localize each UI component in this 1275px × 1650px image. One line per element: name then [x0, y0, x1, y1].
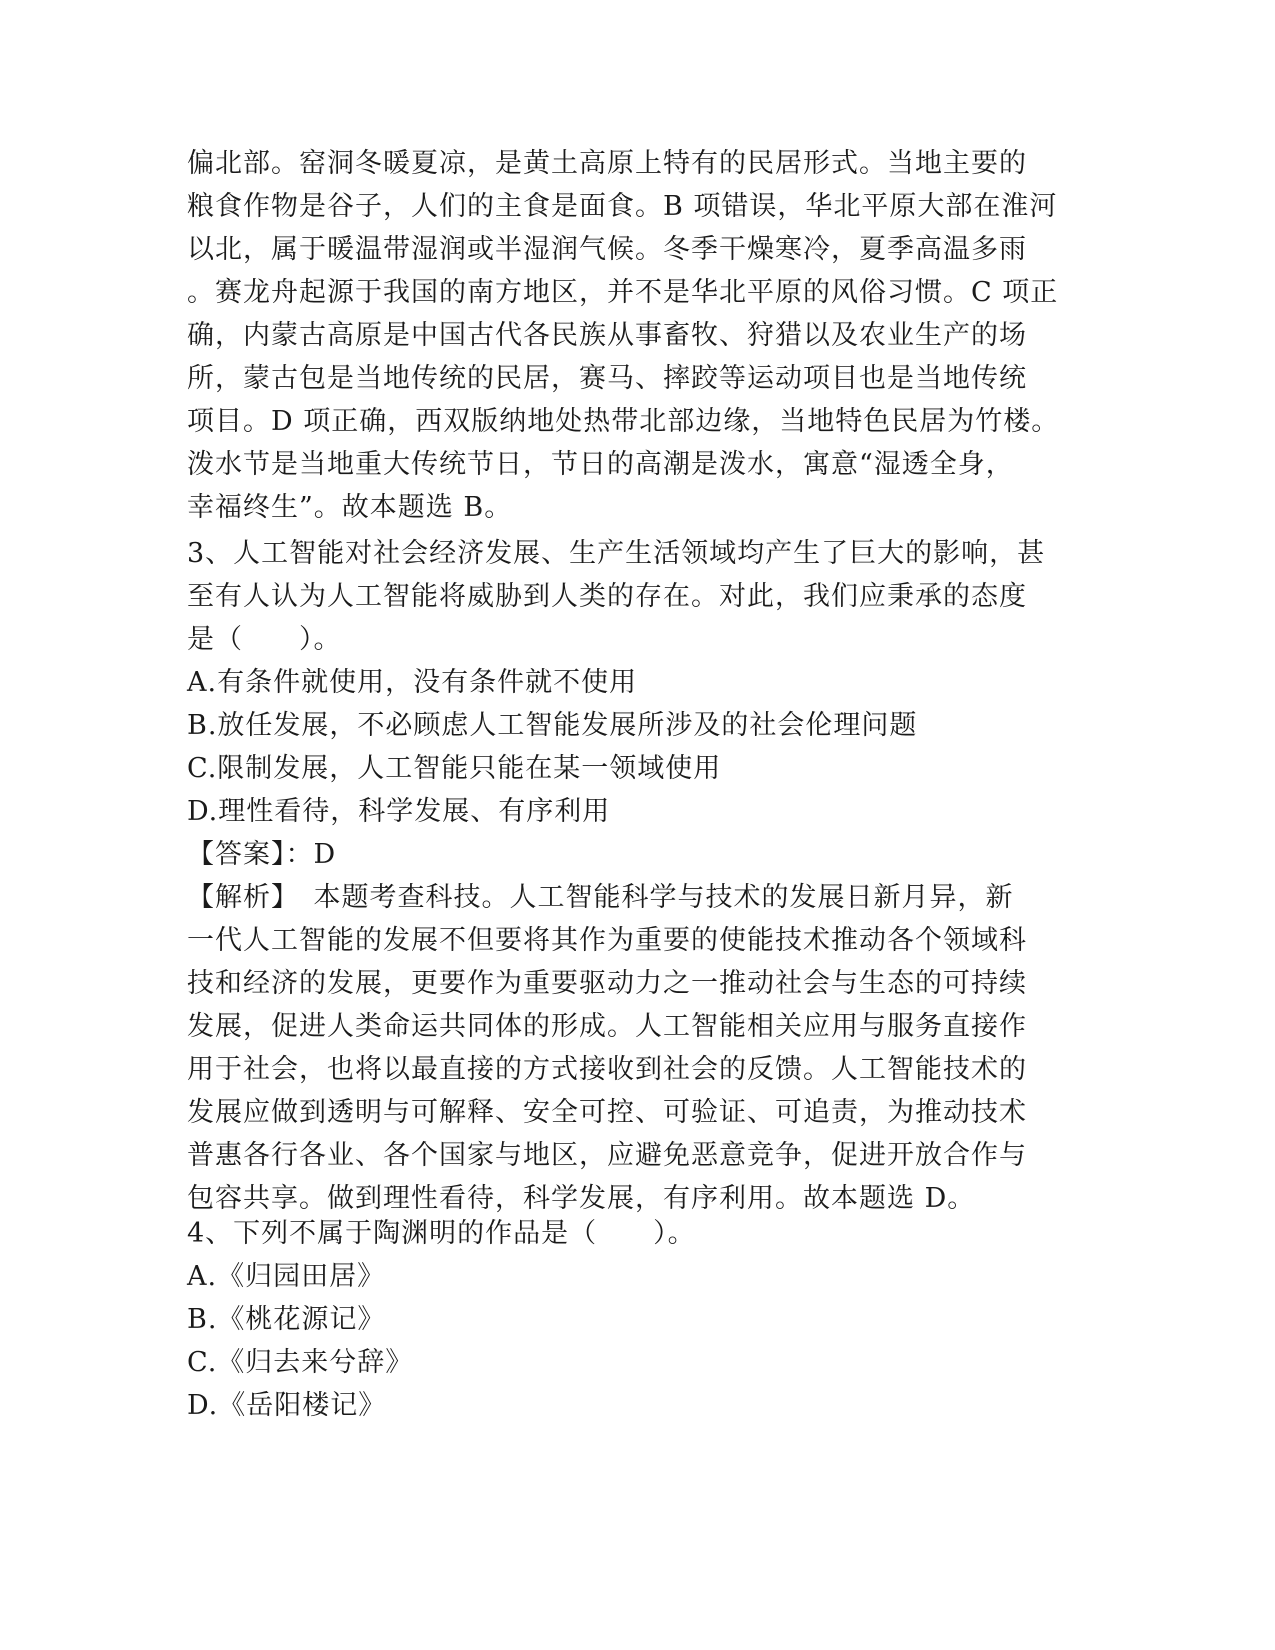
question-stem-line: 4、下列不属于陶渊明的作品是（ ）。: [187, 1218, 696, 1249]
option-d: D.《岳阳楼记》: [187, 1390, 387, 1421]
text-line: 幸福终生”。故本题选 B。: [187, 492, 513, 523]
text-line: 泼水节是当地重大传统节日，节日的高潮是泼水，寓意“湿透全身，: [187, 449, 1014, 480]
option-c: C.限制发展，人工智能只能在某一领域使用: [187, 753, 722, 784]
analysis-line: 包容共享。做到理性看待，科学发展，有序利用。故本题选 D。: [187, 1183, 976, 1214]
option-d: D.理性看待，科学发展、有序利用: [187, 796, 611, 827]
text-line: 粮食作物是谷子，人们的主食是面食。B 项错误，华北平原大部在淮河: [187, 191, 1058, 222]
option-a: A.有条件就使用，没有条件就不使用: [187, 667, 638, 698]
analysis-line: 普惠各行各业、各个国家与地区，应避免恶意竞争，促进开放合作与: [187, 1140, 1027, 1171]
answer-line: 【答案】：D: [187, 839, 337, 870]
text-line: 所，蒙古包是当地传统的民居，赛马、摔跤等运动项目也是当地传统: [187, 363, 1027, 394]
option-a: A.《归园田居》: [187, 1261, 386, 1292]
analysis-line: 技和经济的发展，更要作为重要驱动力之一推动社会与生态的可持续: [187, 968, 1027, 999]
analysis-line: 一代人工智能的发展不但要将其作为重要的使能技术推动各个领域科: [187, 925, 1027, 956]
question-4: [187, 1212, 1087, 1427]
question-stem-line: 至有人认为人工智能将威胁到人类的存在。对此，我们应秉承的态度: [187, 581, 1027, 612]
text-line: 偏北部。窑洞冬暖夏凉，是黄土高原上特有的民居形式。当地主要的: [187, 148, 1027, 179]
option-b: B.《桃花源记》: [187, 1304, 386, 1335]
option-b: B.放任发展，不必顾虑人工智能发展所涉及的社会伦理问题: [187, 710, 918, 741]
analysis-line: 发展应做到透明与可解释、安全可控、可验证、可追责，为推动技术: [187, 1097, 1027, 1128]
analysis-line: 【解析】 本题考查科技。人工智能科学与技术的发展日新月异，新: [187, 882, 1014, 913]
text-line: 确，内蒙古高原是中国古代各民族从事畜牧、狩猎以及农业生产的场: [187, 320, 1027, 351]
text-line: 项目。D 项正确，西双版纳地处热带北部边缘，当地特色民居为竹楼。: [187, 406, 1060, 437]
previous-analysis-continuation: [187, 142, 1087, 529]
question-stem-line: 3、人工智能对社会经济发展、生产生活领域均产生了巨大的影响，甚: [187, 538, 1046, 569]
analysis-line: 用于社会，也将以最直接的方式接收到社会的反馈。人工智能技术的: [187, 1054, 1027, 1085]
text-line: 。赛龙舟起源于我国的南方地区，并不是华北平原的风俗习惯。C 项正: [187, 277, 1059, 308]
question-3: [187, 532, 1087, 1220]
analysis-line: 发展，促进人类命运共同体的形成。人工智能相关应用与服务直接作: [187, 1011, 1027, 1042]
text-line: 以北，属于暖温带湿润或半湿润气候。冬季干燥寒冷，夏季高温多雨: [187, 234, 1027, 265]
question-stem-line: 是（ ）。: [187, 624, 342, 655]
option-c: C.《归去来兮辞》: [187, 1347, 414, 1378]
